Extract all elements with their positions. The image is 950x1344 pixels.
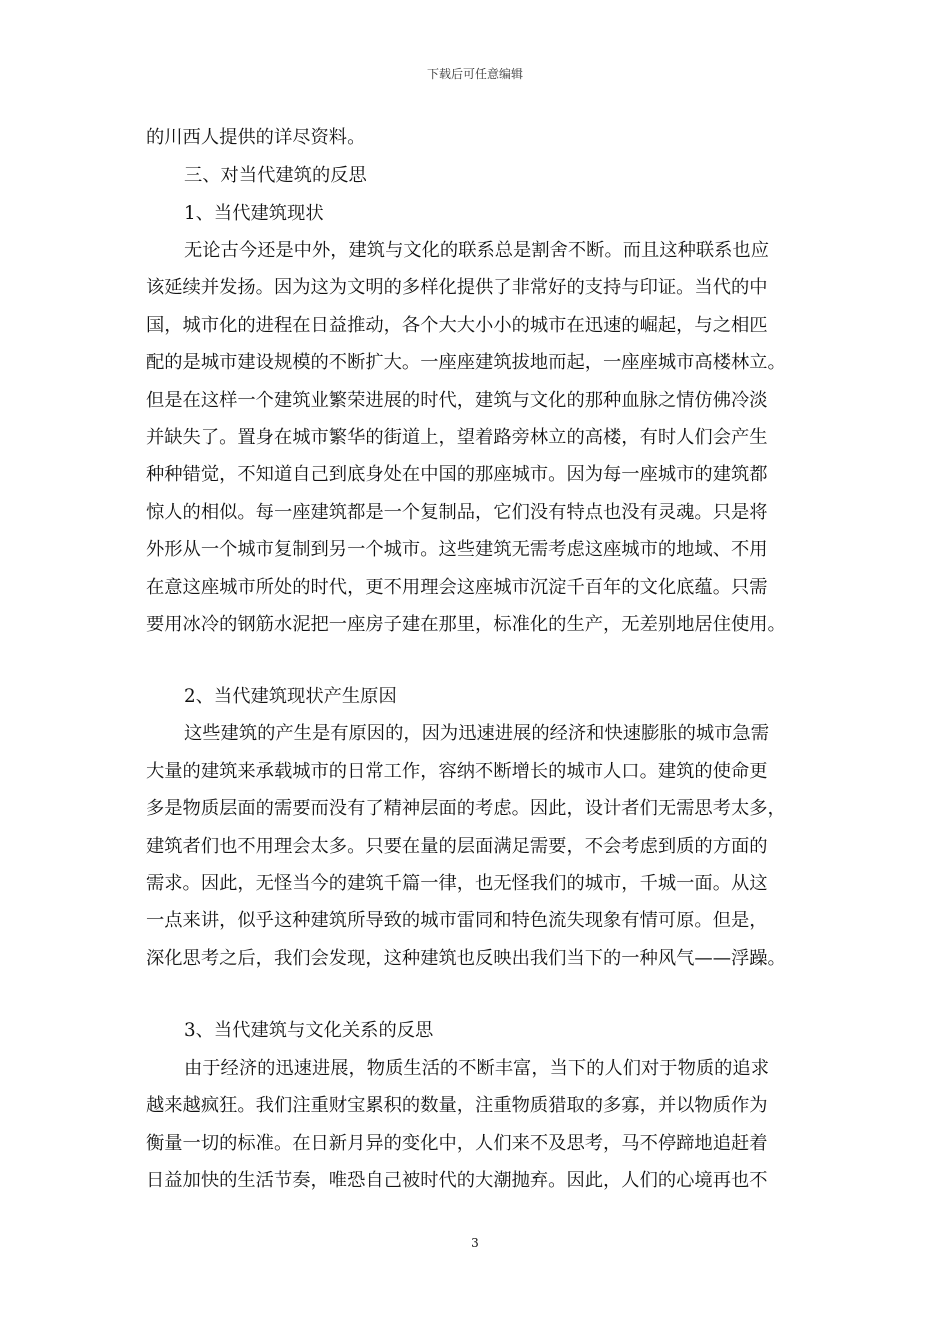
- subsection-heading: 1、当代建筑现状: [184, 203, 324, 224]
- text-line: 在意这座城市所处的时代，更不用理会这座城市沉淀千百年的文化底蕴。只需: [146, 577, 768, 598]
- page-number: 3: [471, 1236, 479, 1250]
- text-line: 建筑者们也不用理会太多。只要在量的层面满足需要，不会考虑到质的方面的: [146, 836, 768, 857]
- subsection-heading: 2、当代建筑现状产生原因: [184, 686, 397, 707]
- subsection-heading: 3、当代建筑与文化关系的反思: [184, 1020, 434, 1041]
- text-line: 无论古今还是中外，建筑与文化的联系总是割舍不断。而且这种联系也应: [184, 240, 769, 261]
- text-line: 多是物质层面的需要而没有了精神层面的考虑。因此，设计者们无需思考太多，: [146, 798, 786, 819]
- section-heading: 三、对当代建筑的反思: [184, 165, 367, 186]
- text-line: 国，城市化的进程在日益推动，各个大大小小的城市在迅速的崛起，与之相匹: [146, 315, 768, 336]
- text-line: 由于经济的迅速进展，物质生活的不断丰富，当下的人们对于物质的追求: [184, 1058, 769, 1079]
- page-header: 下载后可任意编辑: [426, 67, 523, 81]
- text-line: 大量的建筑来承载城市的日常工作，容纳不断增长的城市人口。建筑的使命更: [146, 761, 768, 782]
- text-line: 日益加快的生活节奏，唯恐自己被时代的大潮抛弃。因此，人们的心境再也不: [146, 1170, 768, 1191]
- text-line: 越来越疯狂。我们注重财宝累积的数量，注重物质猎取的多寡，并以物质作为: [146, 1095, 768, 1116]
- text-line: 并缺失了。置身在城市繁华的街道上，望着路旁林立的高楼，有时人们会产生: [146, 427, 768, 448]
- text-line: 深化思考之后，我们会发现，这种建筑也反映出我们当下的一种风气——浮躁。: [146, 948, 786, 969]
- text-line: 这些建筑的产生是有原因的，因为迅速进展的经济和快速膨胀的城市急需: [184, 723, 769, 744]
- text-line: 需求。因此，无怪当今的建筑千篇一律，也无怪我们的城市，千城一面。从这: [146, 873, 768, 894]
- text-line: 外形从一个城市复制到另一个城市。这些建筑无需考虑这座城市的地域、不用: [146, 539, 768, 560]
- text-line: 要用冰冷的钢筋水泥把一座房子建在那里，标准化的生产，无差别地居住使用。: [146, 614, 786, 635]
- text-line: 惊人的相似。每一座建筑都是一个复制品，它们没有特点也没有灵魂。只是将: [146, 502, 768, 523]
- text-line: 衡量一切的标准。在日新月异的变化中，人们来不及思考，马不停蹄地追赶着: [146, 1133, 768, 1154]
- text-line: 种种错觉，不知道自己到底身处在中国的那座城市。因为每一座城市的建筑都: [146, 464, 768, 485]
- text-line: 一点来讲，似乎这种建筑所导致的城市雷同和特色流失现象有情可原。但是，: [146, 910, 768, 931]
- text-line: 该延续并发扬。因为这为文明的多样化提供了非常好的支持与印证。当代的中: [146, 277, 768, 298]
- text-line: 但是在这样一个建筑业繁荣进展的时代，建筑与文化的那种血脉之情仿佛冷淡: [146, 390, 768, 411]
- text-line: 的川西人提供的详尽资料。: [146, 127, 366, 148]
- text-line: 配的是城市建设规模的不断扩大。一座座建筑拔地而起，一座座城市高楼林立。: [146, 352, 786, 373]
